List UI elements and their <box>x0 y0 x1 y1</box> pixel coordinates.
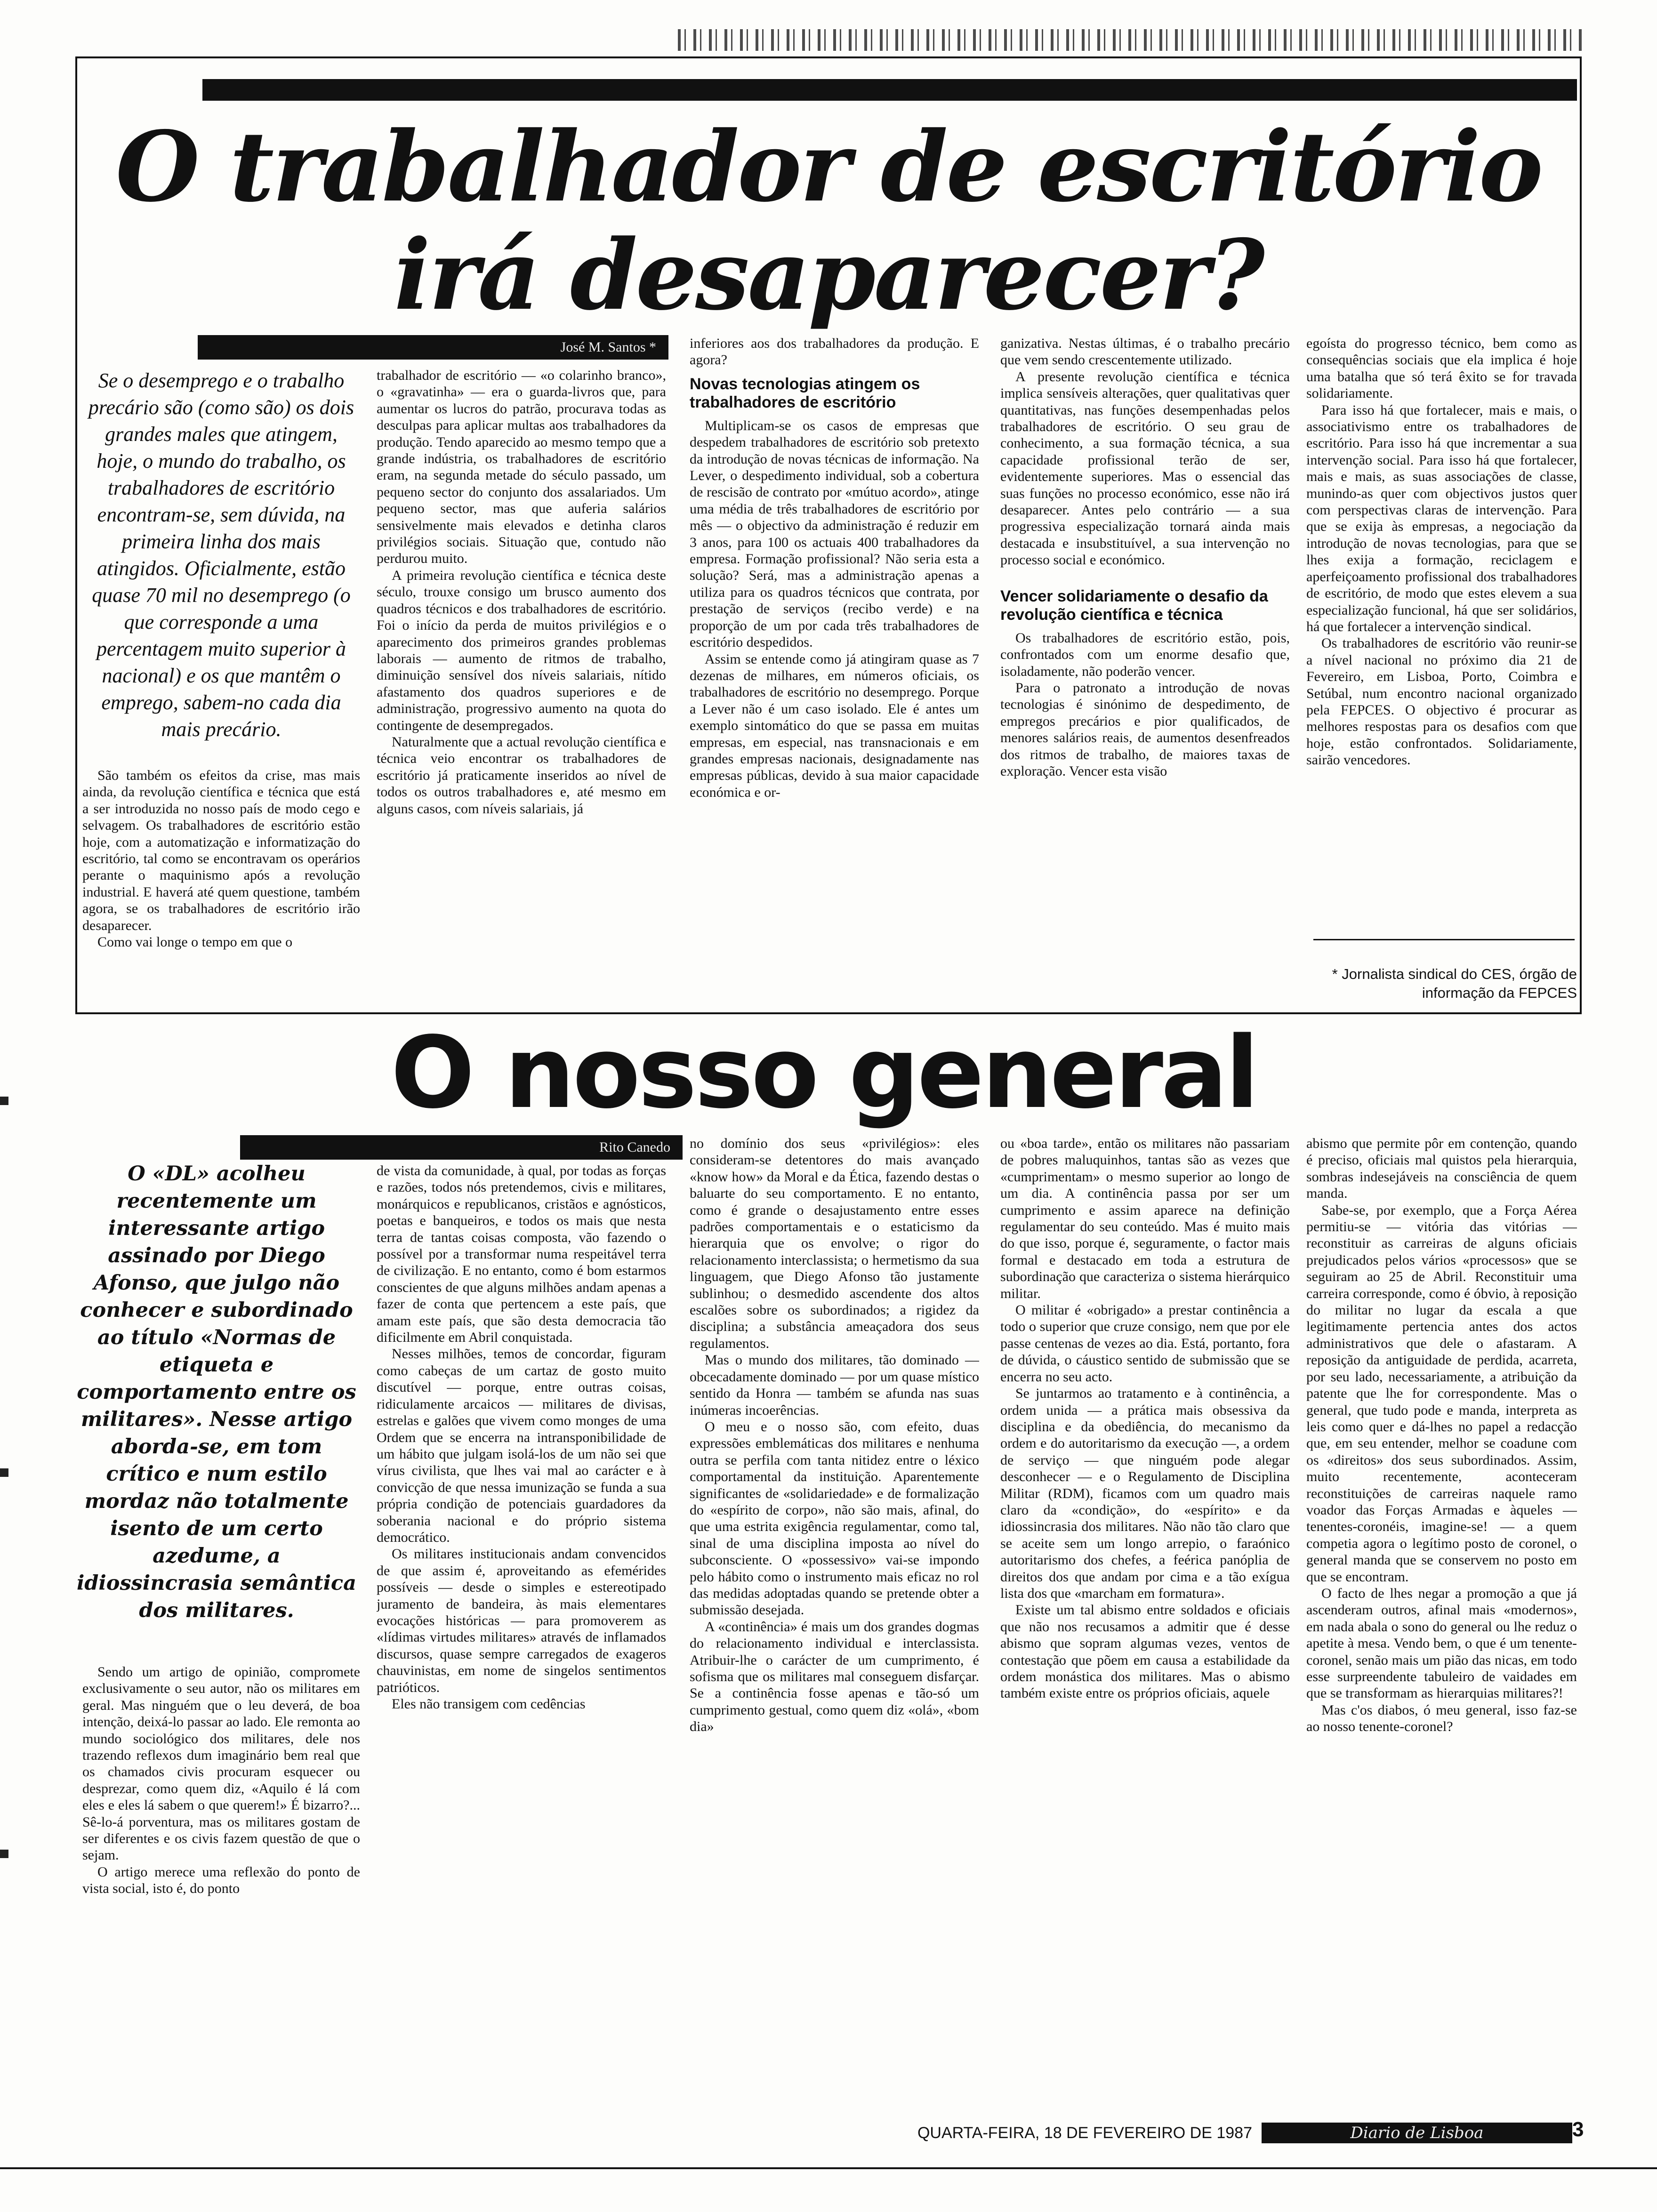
article1-column-1 <box>82 767 360 1012</box>
article2-col2-para2: Nesses milhões, temos de concordar, figuram como cabeças de um cartaz de gosto muito discutível — porque, entre outras coisas, ridiculamente arcaicos — militares de divisas, estrelas e galões que vivem como monges de uma Ordem que se encerra na intransponibilidade de um hábito que julgam isolá-los de um não sei que vírus civilista, que lhes vai mal ao carácter e à convicção de que nessa imunização se funda a sua própria condição de potenciais guardadores da soberania nacional e do próprio sistema democrático. <box>377 1346 666 1545</box>
article2-col1-para2: O artigo merece uma reflexão do ponto de vista social, isto é, do ponto <box>82 1864 360 1897</box>
article2-col4-para3: Se juntarmos ao tratamento e à continência, a ordem unida — a prática mais obsessiva da disciplina e da obediência, do mecanismo da ordem e do autoritarismo da execução —, a ordem de serviço — que ninguém pode alegar desconhecer — e o Regulamento de Disciplina Militar (RDM), ficamos com um quadro mais claro da «condição», do «espírito» e da idiossincrasia dos militares. Não não tão claro que se aceite sem um longo arrepio, o faraónico autoritarismo dos chefes, a feérica panóplia de direitos dos que andam por cima e a tão exígua lista dos que «marcham em formatura». <box>1000 1386 1290 1601</box>
margin-mark <box>0 1468 8 1477</box>
footer-page-number: 3 <box>1572 2118 1584 2141</box>
top-edge-noise <box>678 29 1582 51</box>
article2-column-4 <box>1000 1135 1290 2116</box>
article2-col5-para1: abismo que permite pôr em contenção, quando é preciso, oficiais mal quistos pela hierarquia, sombras indesejáveis na consciência de quem manda. <box>1306 1136 1577 1202</box>
article1-col3-para2: Multiplicam-se os casos de empresas que despedem trabalhadores de escritório sob pretexto da introdução de novas técnicas de informação. Na Lever, o despedimento individual, sob a cobertura de rescisão de contrato por «mútuo acordo», atinge uma média de três trabalhadores de escritório por mês — o objectivo da administração é reduzir em 3 anos, para 100 os actuais 400 trabalhadores da empresa. Formação profissional? Não seria esta a solução? Será, mas a administração apenas a utiliza para os quadros técnicos que contrata, por prestação de serviços (recibo verde) e na proporção de um por cada três trabalhadores de escritório despedidos. <box>690 417 979 650</box>
article2-col4-para2: O militar é «obrigado» a prestar continência a todo o superior que cruze consigo, nem que por ele passe centenas de vezes ao dia. Está, portanto, fora de dúvida, o cáustico sentido de submissão que se encerra no seu acto. <box>1000 1302 1290 1385</box>
margin-mark <box>0 1097 8 1105</box>
margin-mark <box>0 1850 8 1858</box>
article2-col4-para1: ou «boa tarde», então os militares não passariam de pobres maluquinhos, tantas são as vezes que «cumprimentam» o mesmo superior ao longo de um dia. A continência passa por ser um cumprimento e assim aparece na definição regulamentar do seu conteúdo. Mas é muito mais do que isso, porque é, seguramente, o factor mais formal e destacado em toda a estrutura de subordinação que caracteriza o sistema hierárquico militar. <box>1000 1136 1290 1301</box>
article2-col2-para4: Eles não transigem com cedências <box>392 1696 586 1712</box>
bottom-rule <box>0 2167 1657 2169</box>
footer-date: QUARTA-FEIRA, 18 DE FEVEREIRO DE 1987 <box>917 2124 1252 2142</box>
article2-column-1 <box>82 1664 360 2116</box>
article2-col5-para4: Mas c'os diabos, ó meu general, isso faz-se ao nosso tenente-coronel? <box>1306 1702 1577 1735</box>
article1-top-bar <box>202 79 1577 101</box>
article1-col4-para2: A presente revolução científica e técnica implica sensíveis alterações, quer qualitativas quer quantitativas, nas funções desempenhadas pelos trabalhadores de escritório. O seu grau de conhecimento, a sua formação técnica, a sua capacidade profissional terão de ser, evidentemente superiores. Mas o essencial das suas funções no processo económico, esse não irá desaparecer. Antes pelo contrário — a sua progressiva especialização tornará ainda mais destacada e insubstituível, a sua intervenção no processo social e económico. <box>1000 369 1290 568</box>
article2-col5-para2: Sabe-se, por exemplo, que a Força Aérea permitiu-se — vitória das vitórias — reconstituir as carreiras de alguns oficiais prejudicados pelos vários «processos» que se seguiram ao 25 de Abril. Reconstituir uma carreira corresponde, como é óbvio, à reposição do militar no lugar da escala a que legitimamente pertencia antes dos actos administrativos que dele o afastaram. A reposição da antiguidade de perdida, acarreta, por seu lado, necessariamente, a atribuição da patente que lhe for correspondente. Mas o general, que tudo pode e manda, interpreta as leis como quer e dá-lhes no papel a redacção que, em seu entender, melhor se coadune com os «direitos» dos seus subordinados. Assim, muito recentemente, aconteceram reconstituições de carreiras naquele ramo voador das Forças Armadas e àqueles — tenentes-coronéis, imagine-se! — a quem competia agora o legítimo posto de coronel, o general manda que se conservem no posto em que se encontram. <box>1306 1202 1577 1585</box>
article1-col5-para2: Para isso há que fortalecer, mais e mais, o associativismo entre os trabalhadores de escritório. Para isso há que incrementar a sua intervenção social. Para isso há que fortalecer, mais e mais, as suas associações de classe, munindo-as quer com objectivos justos quer com perspectivas claras de intervenção. Para que se exija às empresas, a negociação da introdução de novas tecnologias, para que se lhes exija a formação, reciclagem e aperfeiçoamento profissional dos trabalhadores de escritório, de modo que estes elevem a sua especialização funcional, há que ser solidários, há que fortalecer a intervenção sindical. <box>1306 402 1577 634</box>
article1-col2-para1: trabalhador de escritório — «o colarinho branco», o «gravatinha» — era o guarda-livros que, para aumentar os lucros do patrão, procurava todas as desculpas para aplicar multas aos trabalhadores da produção. Tendo aparecido ao mesmo tempo que a grande indústria, os trabalhadores de escritório eram, na segunda metade do século passado, um pequeno sector do conjunto dos assalariados. Um pequeno sector, mas que auferia salários sensivelmente mais elevados e detinha claros privilégios sociais. Situação que, contudo não perdurou muito. <box>377 368 666 567</box>
article1-footnote-divider <box>1313 939 1575 940</box>
article2-author: Rito Canedo <box>240 1135 683 1160</box>
article1-column-4 <box>1000 335 1290 1012</box>
article2-col2-para3: Os militares institucionais andam convencidos de que assim é, aproveitando as efemérides possíveis — desde o simples e estereotipado juramento de bandeira, às mais elementares evocações históricas — para promoverem as «lídimas virtudes militares» através de inflamados discursos, quase sempre carregados de exageros chauvinistas, em nome de singelos sentimentos patrióticos. <box>377 1546 666 1695</box>
article1-col3-para1: inferiores aos dos trabalhadores da produção. E agora? <box>690 336 979 368</box>
article1-col3-para3: Assim se entende como já atingiram quase as 7 dezenas de milhares, em números oficiais, os trabalhadores de escritório no desemprego. Porque a Lever não é um caso isolado. Ele é antes um exemplo sintomático do que se passa em muitas empresas, em especial, nas transnacionais e em grandes empresas nacionais, designadamente nas empresas públicas, devido à sua maior capacidade económica e or- <box>690 651 979 800</box>
article2-col5-para3: O facto de lhes negar a promoção a que já ascenderam outros, afinal mais «modernos», em nada abala o sono do general ou lhe reduz o apetite à mesa. Vendo bem, o que é um tenente-coronel, senão mais um pião das nicas, em todo esse surpreendente tabuleiro de vaidades em que se transformam as hierarquias militares?! <box>1306 1585 1577 1701</box>
article2-lead: O «DL» acolheu recentemente um interessante artigo assinado por Diego Afonso, que julgo não conhecer e subordinado ao título «Normas de etiqueta e comportamento entre os militares». Nesse artigo aborda-se, em tom crítico e num estilo mordaz não totalmente isento de um certo azedume, a idiossincrasia semântica dos militares. <box>77 1162 356 1622</box>
article1-author: José M. Santos * <box>198 335 668 360</box>
article1-col2-para2: A primeira revolução científica e técnica deste século, trouxe consigo um brusco aumento dos quadros técnicos e dos trabalhadores de escritório. Foi o início da perda de muitos privilégios e o aparecimento dos primeiros grandes problemas laborais — aumento de ritmos de trabalho, diminuição sensível dos níveis salariais, nítido afastamento dos quadros superiores e de administração, progressivo aumento na quota do contingente de desempregados. <box>377 567 666 733</box>
article2-col2-para1: de vista da comunidade, à qual, por todas as forças e razões, todos nós pretendemos, civis e militares, monárquicos e republicanos, cristãos e agnósticos, poetas e banqueiros, e todos os mais que nesta terra de tantas coisas composta, vão fazendo o possível por a transformar numa respeitável terra de civilização. E no entanto, como é bom estarmos conscientes de que alguns milhões andam apenas a fazer de conta que pertencem a este país, que amam este país, que são desta democracia tão dificilmente em Abril conquistada. <box>377 1163 666 1346</box>
article1-headline-line2: irá desaparecer? <box>394 219 1263 332</box>
article1-column-5 <box>1306 335 1577 923</box>
article1-column-3 <box>690 335 979 1012</box>
article2-column-5 <box>1306 1135 1577 2116</box>
article2-col1-para1: Sendo um artigo de opinião, compromete exclusivamente o seu autor, não os militares em geral. Mas ninguém que o leu deverá, de boa intenção, deixá-lo passar ao lado. Ele remonta ao mundo sociológico dos militares, dele nos trazendo reflexos dum imaginário bem real que os chamados civis procuram esquecer ou desprezar, como quem diz, «Aquilo é lá com eles e eles lá sabem o que querem!» É bizarro?... Sê-lo-á porventura, mas os militares gostam de ser diferentes e os civis fazem questão de que o sejam. <box>82 1664 360 1863</box>
article2-col3-para2: Mas o mundo dos militares, tão dominado — obcecadamente dominado — por um quase místico sentido da Honra — também se afunda nas suas inúmeras incoerências. <box>690 1352 979 1418</box>
article2-column-2 <box>377 1162 666 2116</box>
article1-col5-para3: Os trabalhadores de escritório vão reunir-se a nível nacional no próximo dia 21 de Fevereiro, em Lisboa, Porto, Coimbra e Setúbal, num encontro nacional organizado pela FEPCES. O objectivo é procurar as melhores respostas para os desafios com que hoje, estão confrontados. Solidariamente, sairão vencedores. <box>1306 635 1577 768</box>
article1-headline-line1: O trabalhador de escritório <box>115 111 1542 224</box>
article1-column-2 <box>377 367 666 1012</box>
article1-col1-para2: Como vai longe o tempo em que o <box>97 934 293 950</box>
footer-newspaper-logo: Diario de Lisboa <box>1262 2123 1572 2143</box>
article1-subhead-new-tech: Novas tecnologias atingem os trabalhadores de escritório <box>690 375 920 411</box>
article1-col5-para1: egoísta do progresso técnico, bem como as consequências sociais que ela implica é hoje uma batalha que só terá êxito se for travada solidariamente. <box>1306 336 1577 401</box>
article1-subhead-solidarity: Vencer solidariamente o desafio da revolução científica e técnica <box>1000 587 1268 624</box>
article2-column-3 <box>690 1135 979 2116</box>
article1-footnote: * Jornalista sindical do CES, órgão de informação da FEPCES <box>1332 966 1577 1001</box>
article2-col3-para1: no domínio dos seus «privilégios»: eles consideram-se detentores do mais avançado «know how» da Moral e da Ética, fazendo destas o baluarte do seu comportamento. E no entanto, como é grande o desajustamento entre esses padrões comportamentais e o estaticismo da hierarquia que os envolve; o rigor do relacionamento interclassista; o hermetismo da sua linguagem, que Diego Afonso tão justamente sublinhou; o desmedido ascendente dos altos escalões sobre os subordinados; a rigidez da disciplina; a substância ameaçadora dos seus regulamentos. <box>690 1136 979 1351</box>
article1-col4-para1: ganizativa. Nestas últimas, é o trabalho precário que vem sendo crescentemente utilizado. <box>1000 336 1290 368</box>
article2-col3-para4: A «continência» é mais um dos grandes dogmas do relacionamento individual e interclassista. Atribuir-lhe o carácter de um cumprimento, é sofisma que os militares mal conseguem disfarçar. Se a continência fosse apenas e tão-só um cumprimento gestual, como quem diz «olá», «bom dia» <box>690 1619 979 1735</box>
article1-col4-para3: Os trabalhadores de escritório estão, pois, confrontados com um enorme desafio que, isoladamente, não poderão vencer. <box>1000 630 1290 679</box>
article2-headline: O nosso general <box>391 1015 1257 1130</box>
article1-col2-para3: Naturalmente que a actual revolução científica e técnica veio encontrar os trabalhadores de escritório já praticamente inseridos ao nível de todos os outros trabalhadores e, até mesmo em alguns casos, com níveis salariais, já <box>377 734 666 817</box>
article1-col4-para4: Para o patronato a introdução de novas tecnologias é sinónimo de despedimento, de empregos precários e pior qualificados, de menores salários reais, de aumentos desenfreados dos ritmos de trabalho, de maiores taxas de exploração. Vencer esta visão <box>1000 680 1290 779</box>
article1-col1-para1: São também os efeitos da crise, mas mais ainda, da revolução científica e técnica que está a ser introduzida no nosso país de modo cego e selvagem. Os trabalhadores de escritório estão hoje, com a automatização e informatização do escritório, tal como se encontravam os operários perante o maquinismo após a revolução industrial. E haverá até quem questione, também agora, se os trabalhadores de escritório irão desaparecer. <box>82 768 360 933</box>
article2-col4-para4: Existe um tal abismo entre soldados e oficiais que não nos recusamos a admitir que é desse abismo que sopram algumas vezes, ventos de contestação que põem em causa a estabilidade da ordem monástica dos militares. Mas o abismo também existe entre os próprios oficiais, aquele <box>1000 1602 1290 1701</box>
article2-col3-para3: O meu e o nosso são, com efeito, duas expressões emblemáticas dos militares e nenhuma outra se perfila com tanta nitidez entre o léxico comportamental da instituição. Aparentemente significantes de «solidariedade» e de formalização do «espírito de corpo», não são mais, afinal, do que uma estrita exigência regulamentar, como tal, sinal de uma disciplina imposta ao nível do subconsciente. O «possessivo» vai-se impondo pelo hábito como o instrumento mais eficaz no rol das medidas adoptadas quando se pretende obter a submissão desejada. <box>690 1419 979 1618</box>
article1-lead: Se o desemprego e o trabalho precário são (como são) os dois grandes males que atingem, hoje, o mundo do trabalho, os trabalhadores de escritório encontram-se, sem dúvida, na primeira linha dos mais atingidos. Oficialmente, estão quase 70 mil no desemprego (o que corresponde a uma percentagem muito superior à nacional) e os que mantêm o emprego, sabem-no cada dia mais precário. <box>88 369 354 741</box>
